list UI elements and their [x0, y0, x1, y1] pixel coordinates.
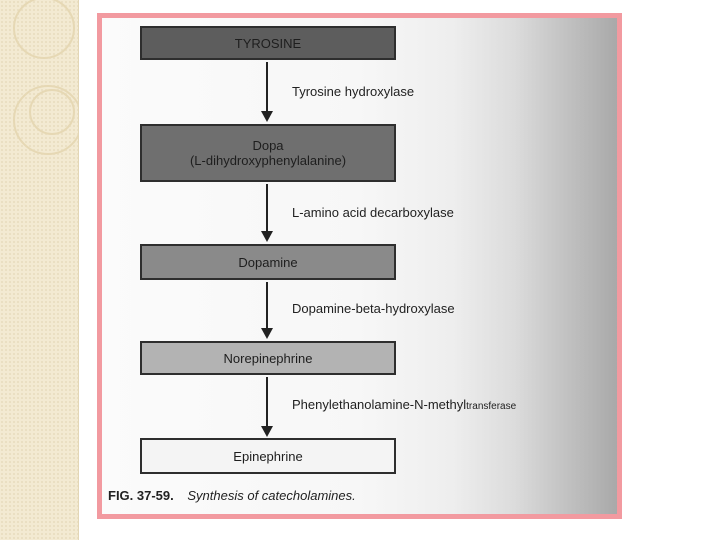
step-tyrosine [140, 26, 396, 60]
enzyme-4-label: Phenylethanolamine-N-methyl [292, 397, 467, 412]
step-dopamine [140, 244, 396, 280]
arrow-1 [266, 62, 268, 120]
step-dopa-sub: (L-dihydroxyphenylalanine) [189, 153, 347, 168]
figure-number: FIG. 37-59. [108, 488, 174, 503]
figure-caption [108, 488, 356, 503]
enzyme-amino-acid-decarboxylase [292, 205, 454, 220]
enzyme-2-label: L-amino acid decarboxylase [292, 205, 454, 220]
step-norepinephrine [140, 341, 396, 375]
enzyme-pnmt [292, 397, 516, 412]
step-norepinephrine-label: Norepinephrine [223, 350, 313, 366]
enzyme-3-label: Dopamine-beta-hydroxylase [292, 301, 455, 316]
scanned-figure [102, 18, 617, 514]
decorative-circles-icon [0, 0, 78, 540]
enzyme-tyrosine-hydroxylase [292, 84, 414, 99]
arrow-2 [266, 184, 268, 240]
decorative-side-strip [0, 0, 79, 540]
figure-caption-text: Synthesis of catecholamines. [187, 488, 356, 503]
arrow-3 [266, 282, 268, 337]
step-dopamine-label: Dopamine [238, 254, 298, 270]
step-epinephrine-label: Epinephrine [233, 448, 303, 464]
enzyme-1-label: Tyrosine hydroxylase [292, 84, 415, 99]
step-dopa-label: Dopa [252, 138, 284, 153]
step-epinephrine [140, 438, 396, 474]
step-tyrosine-label: TYROSINE [234, 35, 302, 51]
arrow-4 [266, 377, 268, 435]
step-dopa [140, 124, 396, 182]
slide-image-frame [97, 13, 622, 519]
enzyme-4-label-small: transferase [466, 401, 517, 412]
enzyme-dopamine-beta-hydroxylase [292, 301, 455, 316]
